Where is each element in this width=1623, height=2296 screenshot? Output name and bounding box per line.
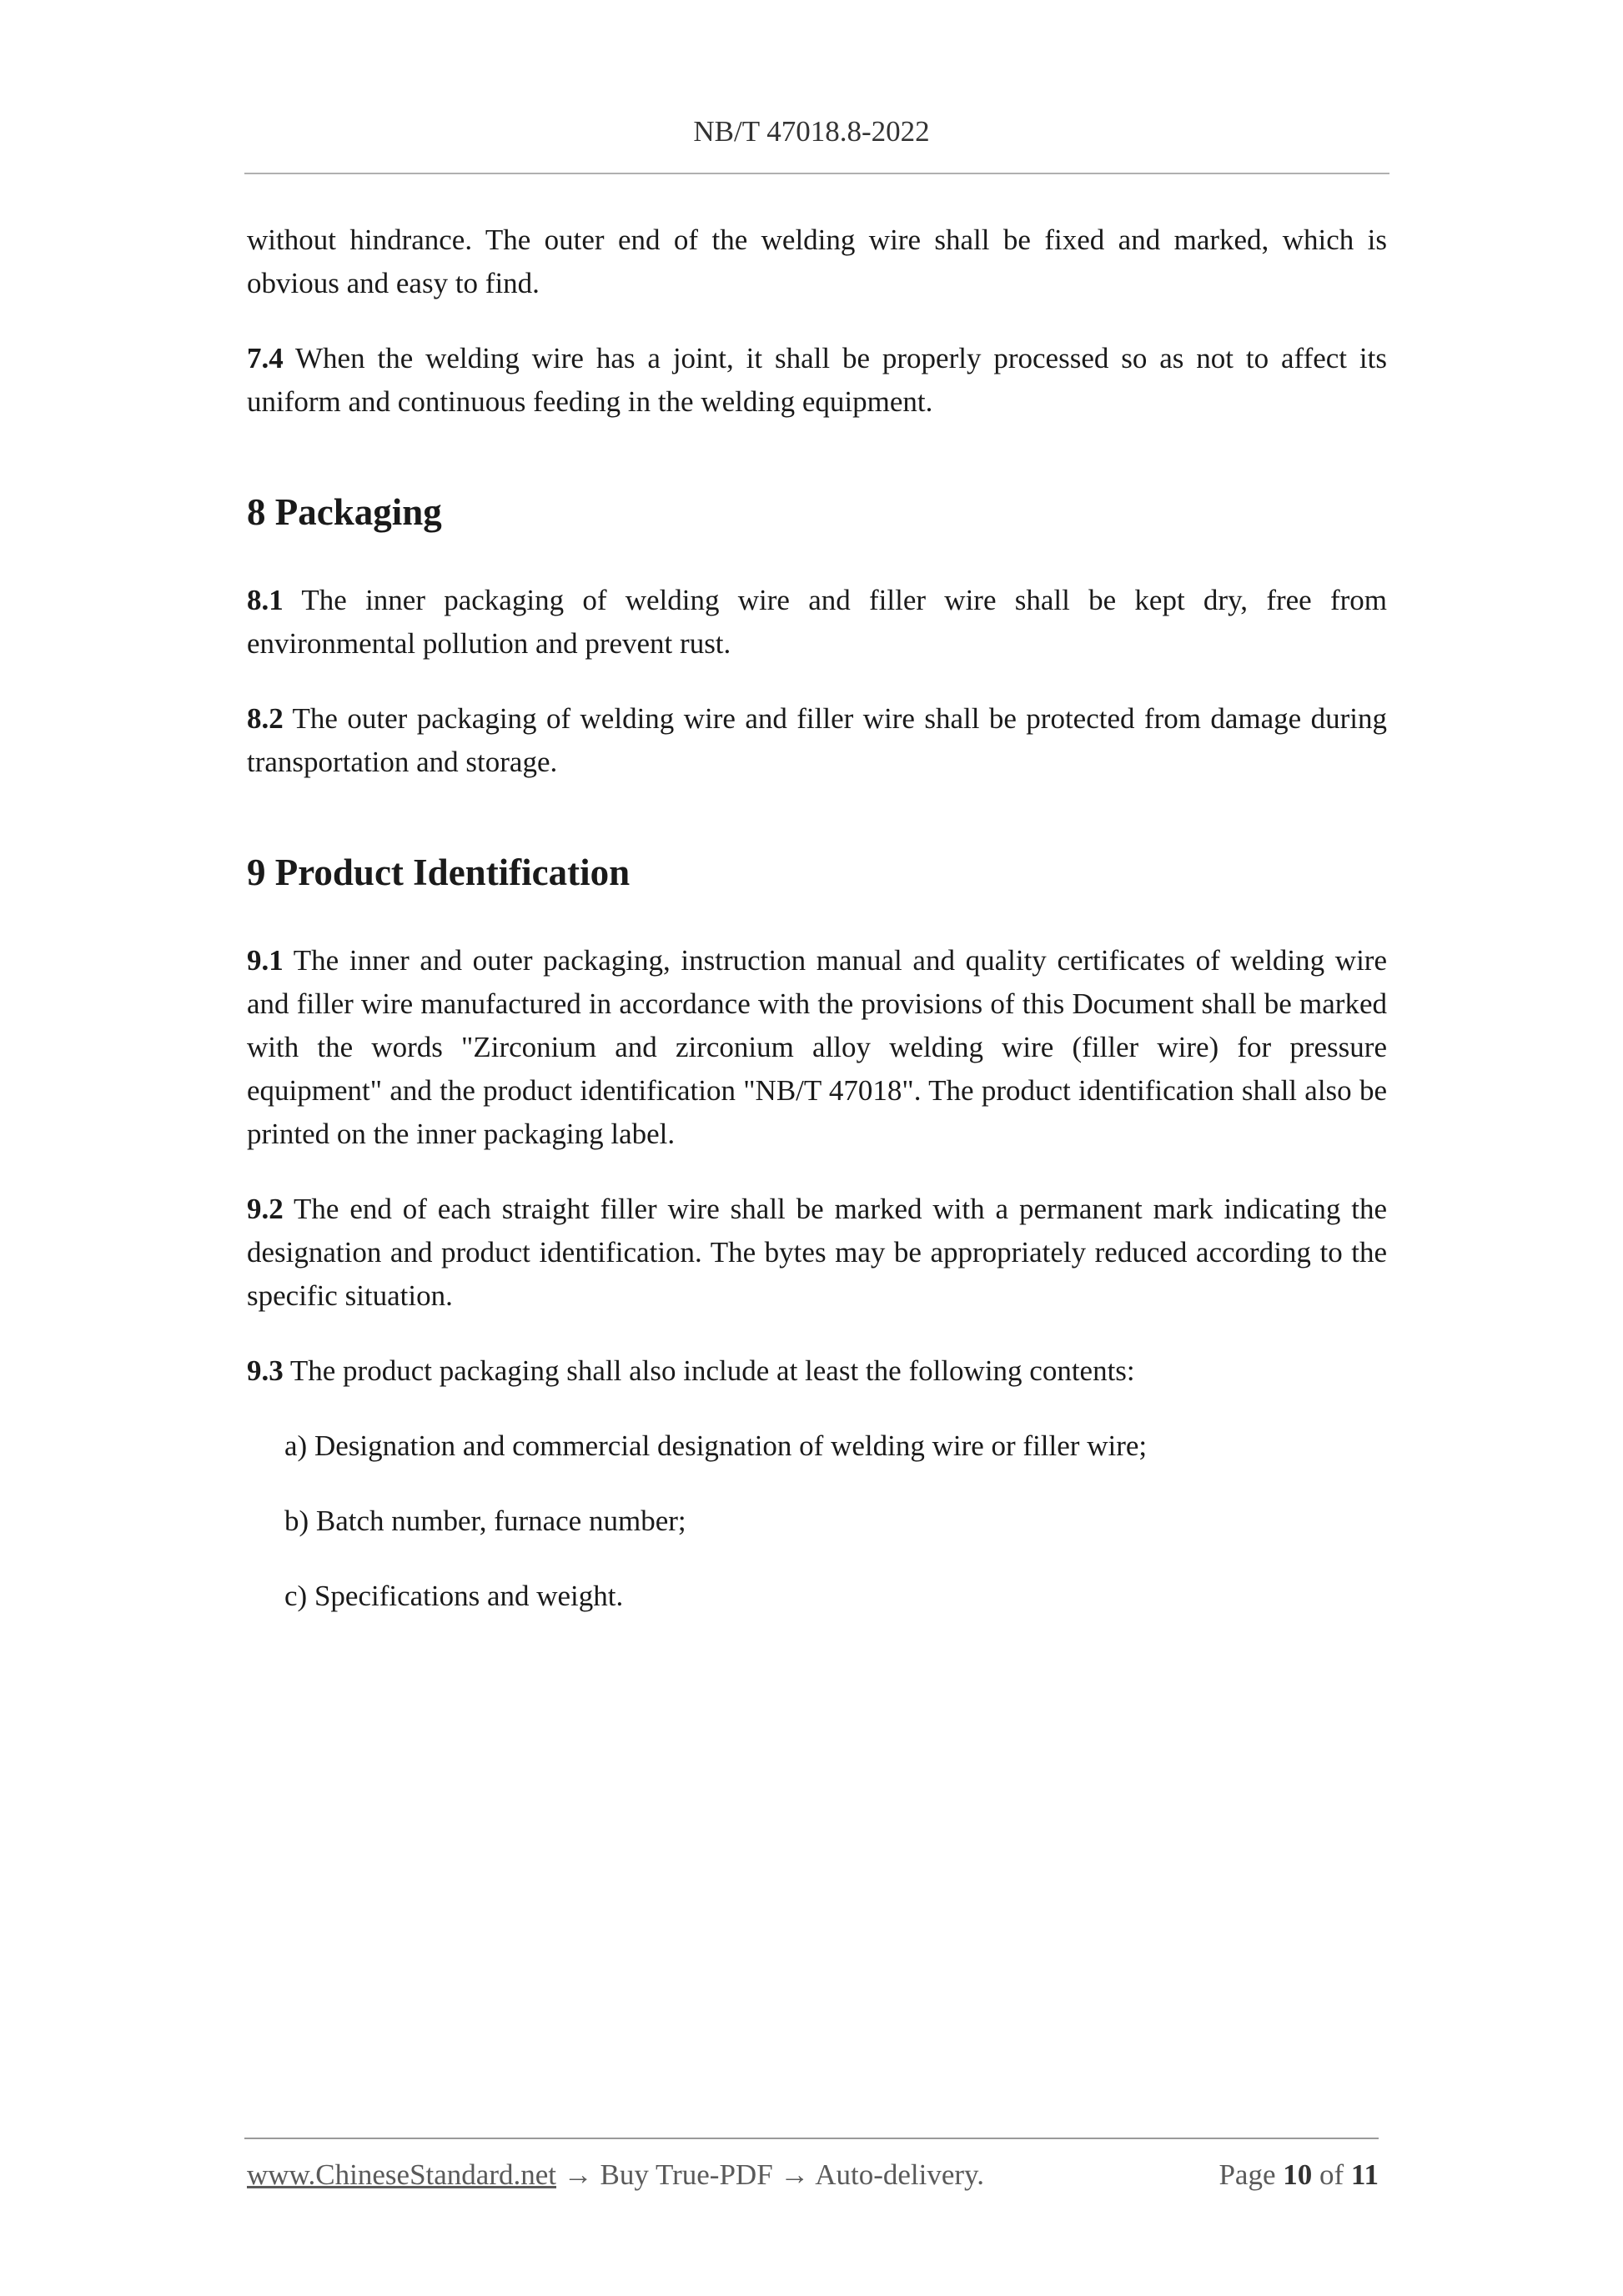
page-total: 11	[1350, 2158, 1379, 2191]
header-divider	[244, 173, 1389, 174]
clause-number: 9.2	[247, 1193, 284, 1225]
clause-9-2	[247, 1188, 1387, 1318]
page-footer	[247, 2158, 1379, 2192]
clause-number: 8.2	[247, 702, 284, 735]
list-item: c) Specifications and weight.	[284, 1580, 624, 1612]
promo-text: → Buy True-PDF → Auto-delivery.	[563, 2158, 985, 2191]
list-item: a) Designation and commercial designation of welding wire or filler wire;	[284, 1429, 1148, 1462]
clause-8-1	[247, 579, 1387, 666]
clause-7-4	[247, 337, 1387, 424]
clause-text: The product packaging shall also include at least the following contents:	[289, 1354, 1135, 1387]
clause-text: The outer packaging of welding wire and filler wire shall be protected from damage during transportation and storage.	[247, 702, 1387, 778]
page-of-label: of	[1319, 2158, 1344, 2191]
list-item: b) Batch number, furnace number;	[284, 1505, 686, 1537]
page-indicator	[1219, 2158, 1379, 2192]
paragraph-continuation: without hindrance. The outer end of the welding wire shall be fixed and marked, which is obvious and easy to find.	[247, 224, 1387, 299]
clause-number: 9.1	[247, 944, 284, 977]
clause-text: The inner packaging of welding wire and filler wire shall be kept dry, free from environmental pollution and prevent rust.	[247, 584, 1387, 660]
clause-text: The end of each straight filler wire shall be marked with a permanent mark indicating the designation and product identification. The bytes may be appropriately reduced according to the specific situation.	[247, 1193, 1387, 1312]
clause-text: When the welding wire has a joint, it shall be properly processed so as not to affect its uniform and continuous feeding in the welding equipment.	[247, 342, 1387, 418]
document-body	[247, 219, 1387, 1650]
clause-number: 8.1	[247, 584, 284, 616]
section-heading-8: 8 Packaging	[247, 491, 442, 533]
website-link[interactable]: www.ChineseStandard.net	[247, 2158, 556, 2191]
clause-text: The inner and outer packaging, instruction manual and quality certificates of welding wire and filler wire manufactured in accordance with the provisions of this Document shall be marked with the words "Zirconium and zirconium alloy welding wire (filler wire) for pressure equipment" and the product identification "NB/T 47018". The product identification shall also be printed on the inner packaging label.	[247, 944, 1387, 1150]
clause-9-3	[247, 1349, 1387, 1393]
page-current: 10	[1283, 2158, 1313, 2191]
clause-number: 7.4	[247, 342, 284, 374]
clause-number: 9.3	[247, 1354, 284, 1387]
page-label: Page	[1219, 2158, 1276, 2191]
footer-divider	[244, 2138, 1379, 2139]
footer-left	[247, 2158, 984, 2192]
clause-9-1	[247, 939, 1387, 1156]
section-heading-9: 9 Product Identification	[247, 852, 631, 893]
page-header-title: NB/T 47018.8-2022	[693, 115, 930, 148]
clause-8-2	[247, 697, 1387, 784]
